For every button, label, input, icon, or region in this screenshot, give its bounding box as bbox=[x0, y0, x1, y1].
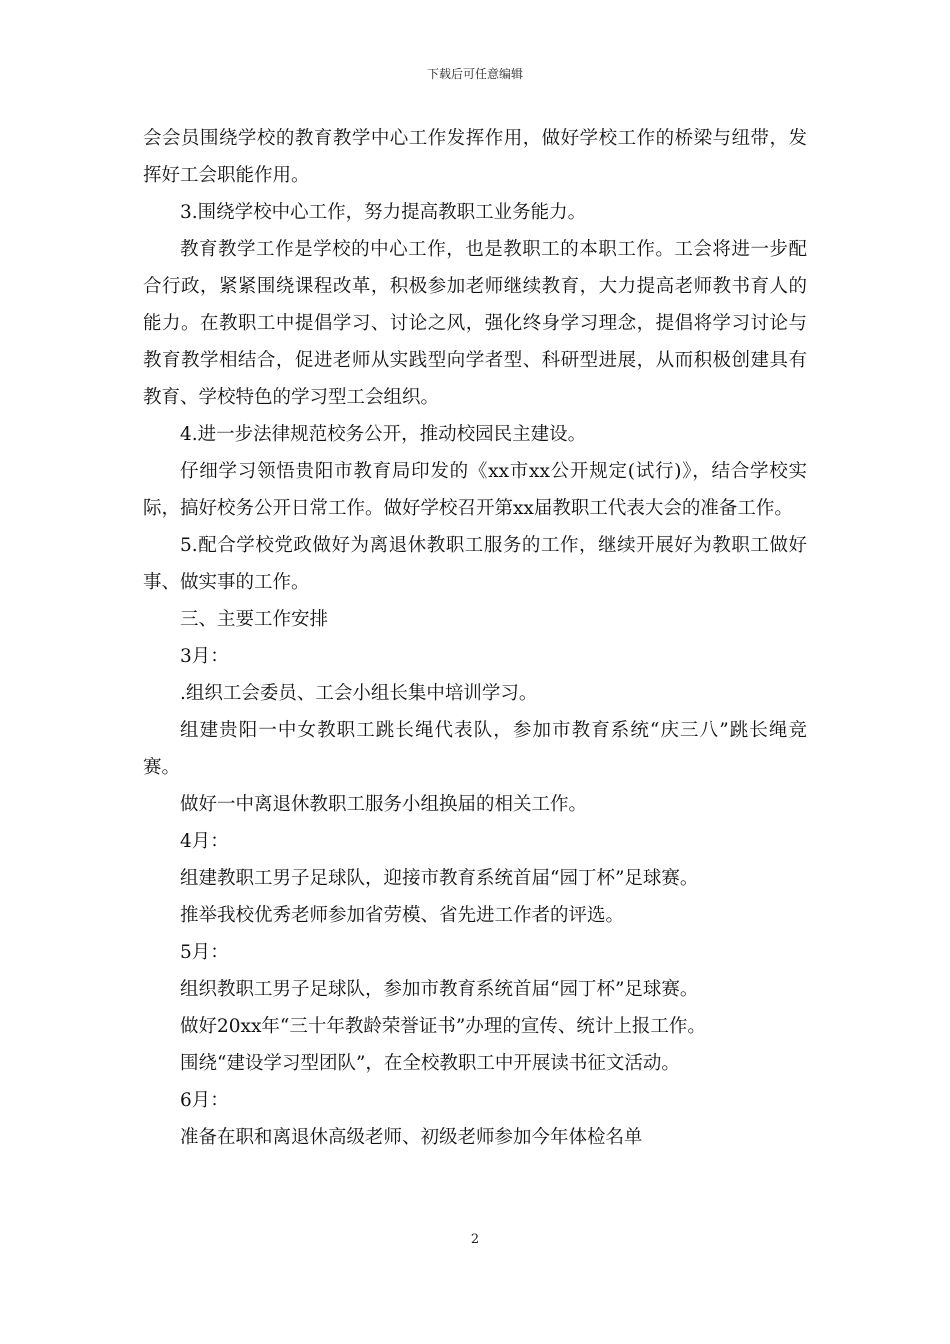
list-item: 组建贵阳一中女教职工跳长绳代表队，参加市教育系统“庆三八”跳长绳竞赛。 bbox=[143, 720, 807, 778]
document-body bbox=[143, 120, 807, 1156]
list-item: .组织工会委员、工会小组长集中培训学习。 bbox=[180, 683, 538, 704]
month-june: 6月： bbox=[180, 1090, 229, 1111]
paragraph-2: 3.围绕学校中心工作，努力提高教职工业务能力。 bbox=[180, 202, 587, 223]
list-item: 围绕“建设学习型团队”，在全校教职工中开展读书征文活动。 bbox=[180, 1053, 680, 1074]
month-march: 3月： bbox=[180, 646, 229, 667]
paragraph-6: 5.配合学校党政做好为离退休教职工服务的工作，继续开展好为教职工做好事、做实事的工作。 bbox=[143, 535, 807, 593]
list-item: 做好20xx年“三十年教龄荣誉证书”办理的宣传、统计上报工作。 bbox=[180, 1016, 706, 1037]
list-item: 组建教职工男子足球队，迎接市教育系统首届“园丁杯”足球赛。 bbox=[180, 868, 699, 889]
page-number: 2 bbox=[470, 1232, 480, 1247]
paragraph-1: 会会员围绕学校的教育教学中心工作发挥作用，做好学校工作的桥梁与纽带，发挥好工会职能作用。 bbox=[143, 128, 807, 186]
paragraph-5: 仔细学习领悟贵阳市教育局印发的《xx市xx公开规定(试行)》，结合学校实际，搞好校务公开日常工作。做好学校召开第xx届教职工代表大会的准备工作。 bbox=[143, 461, 807, 519]
paragraph-3: 教育教学工作是学校的中心工作，也是教职工的本职工作。工会将进一步配合行政，紧紧围绕课程改革，积极参加老师继续教育，大力提高老师教书育人的能力。在教职工中提倡学习、讨论之风，强化终身学习理念，提倡将学习讨论与教育教学相结合，促进老师从实践型向学者型、科研型进展，从而积极创建具有教育、学校特色的学习型工会组织。 bbox=[143, 239, 807, 408]
month-may: 5月： bbox=[180, 942, 229, 963]
list-item: 组织教职工男子足球队，参加市教育系统首届“园丁杯”足球赛。 bbox=[180, 979, 699, 1000]
list-item: 做好一中离退休教职工服务小组换届的相关工作。 bbox=[180, 794, 588, 815]
page-header: 下载后可任意编辑 bbox=[426, 67, 523, 81]
paragraph-4: 4.进一步法律规范校务公开，推动校园民主建设。 bbox=[180, 424, 587, 445]
section-heading: 三、主要工作安排 bbox=[180, 609, 329, 630]
list-item: 推举我校优秀老师参加省劳模、省先进工作者的评选。 bbox=[180, 905, 625, 926]
month-april: 4月： bbox=[180, 831, 229, 852]
list-item: 准备在职和离退休高级老师、初级老师参加今年体检名单 bbox=[180, 1127, 643, 1148]
